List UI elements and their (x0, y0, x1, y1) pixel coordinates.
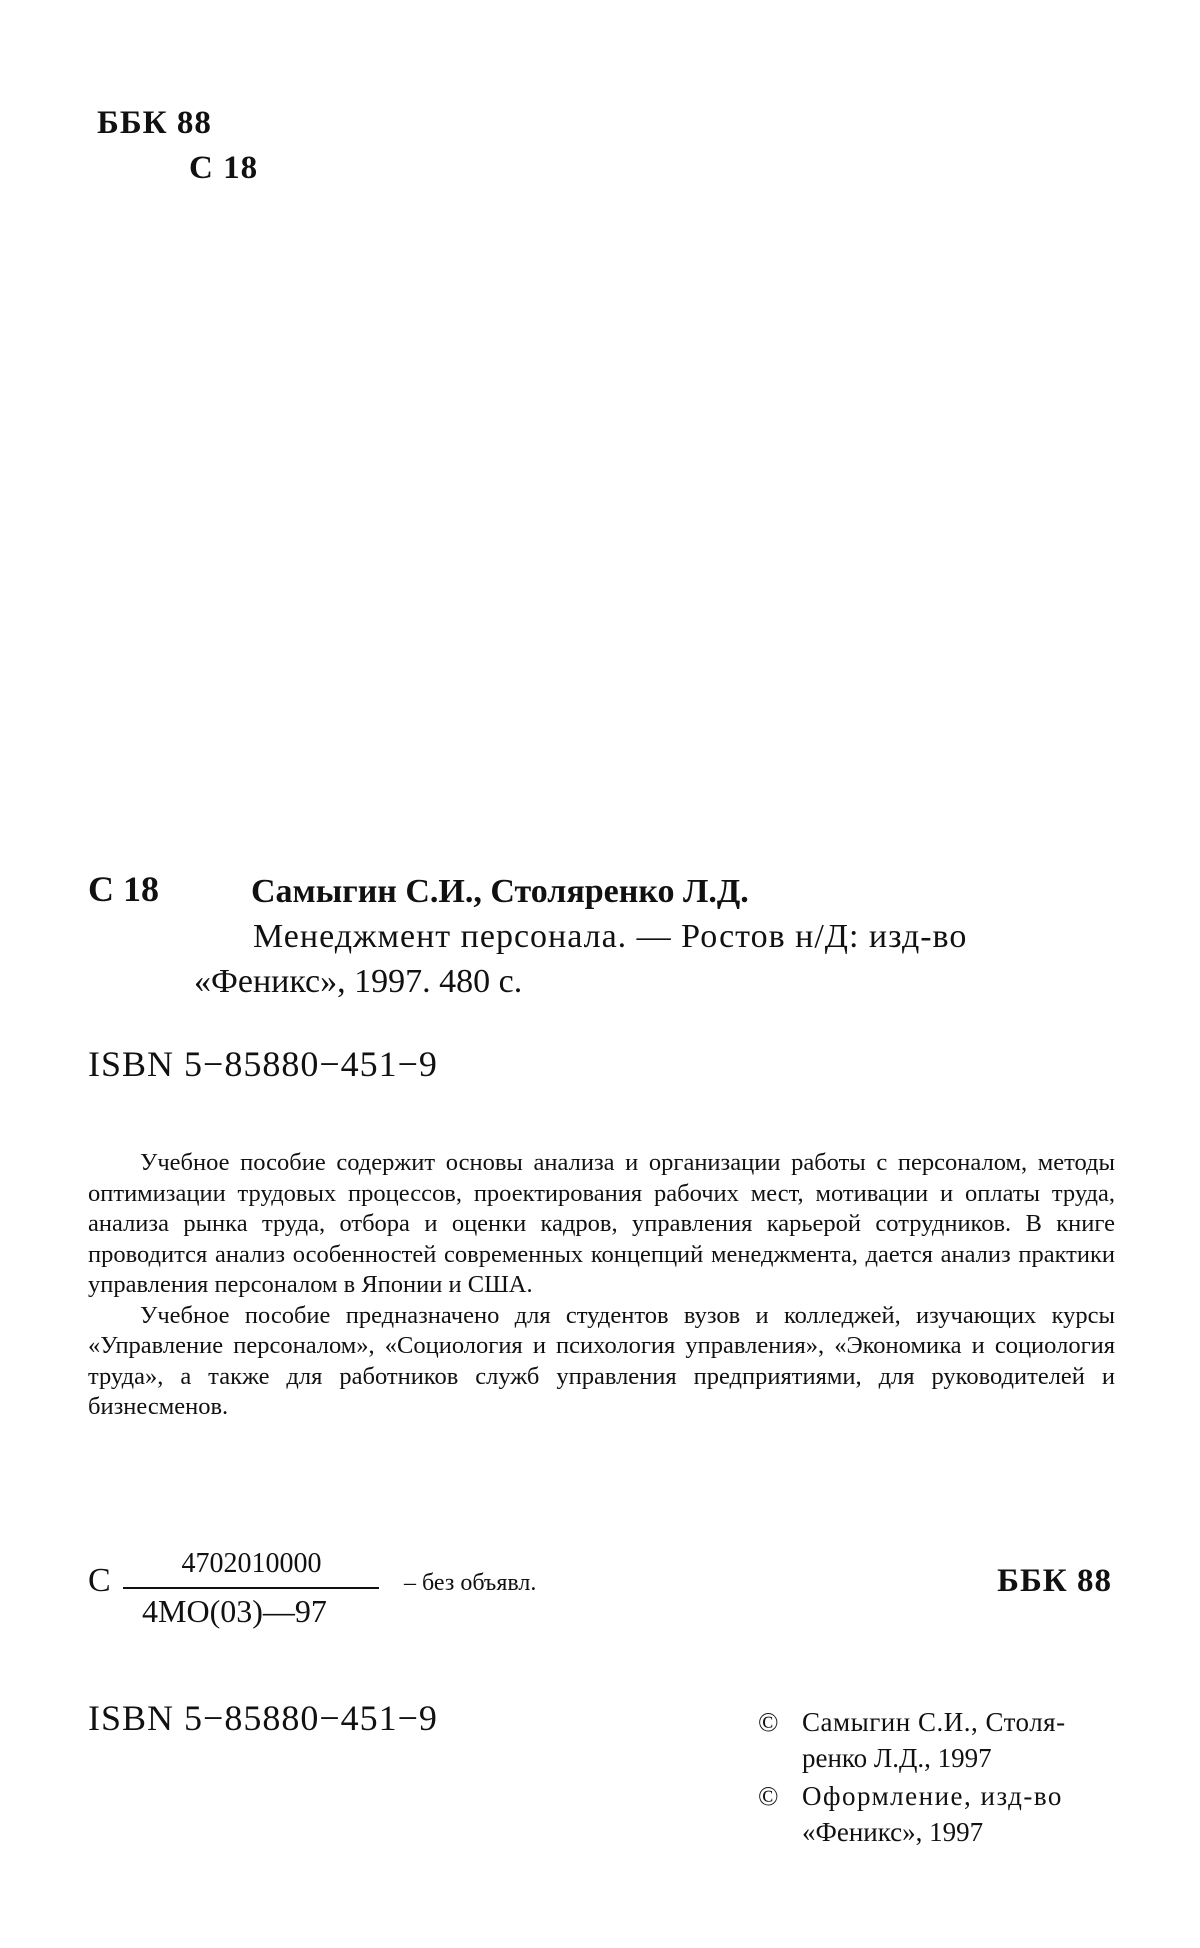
imprint-numerator: 4702010000 (181, 1548, 322, 1579)
isbn-top: ISBN 5−85880−451−9 (88, 1044, 438, 1084)
bbk-code: ББК 88 (97, 105, 212, 141)
imprint-letter: С (88, 1562, 111, 1599)
copyright-authors-line1: Самыгин С.И., Столя- (802, 1707, 1066, 1737)
entry-authors: Самыгин С.И., Столяренко Л.Д. (251, 873, 749, 910)
author-mark: С 18 (189, 150, 259, 186)
annotation (88, 1148, 1115, 1423)
copyright-design-line1: Оформление, изд-во (802, 1781, 1063, 1811)
copyright-icon: © (758, 1707, 779, 1737)
isbn-bottom: ISBN 5−85880−451−9 (88, 1698, 438, 1738)
entry-title-line: Менеджмент персонала. — Ростов н/Д: изд-во (253, 918, 968, 955)
copyright-design-line2: «Феникс», 1997 (802, 1817, 984, 1847)
annotation-paragraph-1: Учебное пособие содержит основы анализа и организации работы с персоналом, методы оптимизации трудовых процессов, проектирования рабочих мест, мотивации и оплаты труда, анализа рынка труда, отбора и оценки кадров, управления карьерой сотрудников. В книге проводится анализ особенностей современных концепций менеджмента, дается анализ практики управления персоналом в Японии и США. (88, 1149, 1115, 1298)
bbk-code-bottom: ББК 88 (997, 1563, 1112, 1599)
imprint-denominator: 4МО(03)—97 (142, 1593, 327, 1629)
entry-author-mark: С 18 (88, 869, 159, 909)
imprint-fraction-rule (123, 1587, 379, 1589)
copyright-authors-line2: ренко Л.Д., 1997 (802, 1743, 992, 1773)
annotation-paragraph-2: Учебное пособие предназначено для студентов вузов и колледжей, изучающих курсы «Управление персоналом», «Социология и психология управления», «Экономика и социология труда», а также для работников служб управления предприятиями, для руководителей и бизнесменов. (88, 1301, 1115, 1420)
copyright-icon: © (758, 1781, 779, 1811)
entry-publisher-line: «Феникс», 1997. 480 с. (194, 963, 523, 1000)
imprint-note: – без объявл. (404, 1570, 537, 1596)
